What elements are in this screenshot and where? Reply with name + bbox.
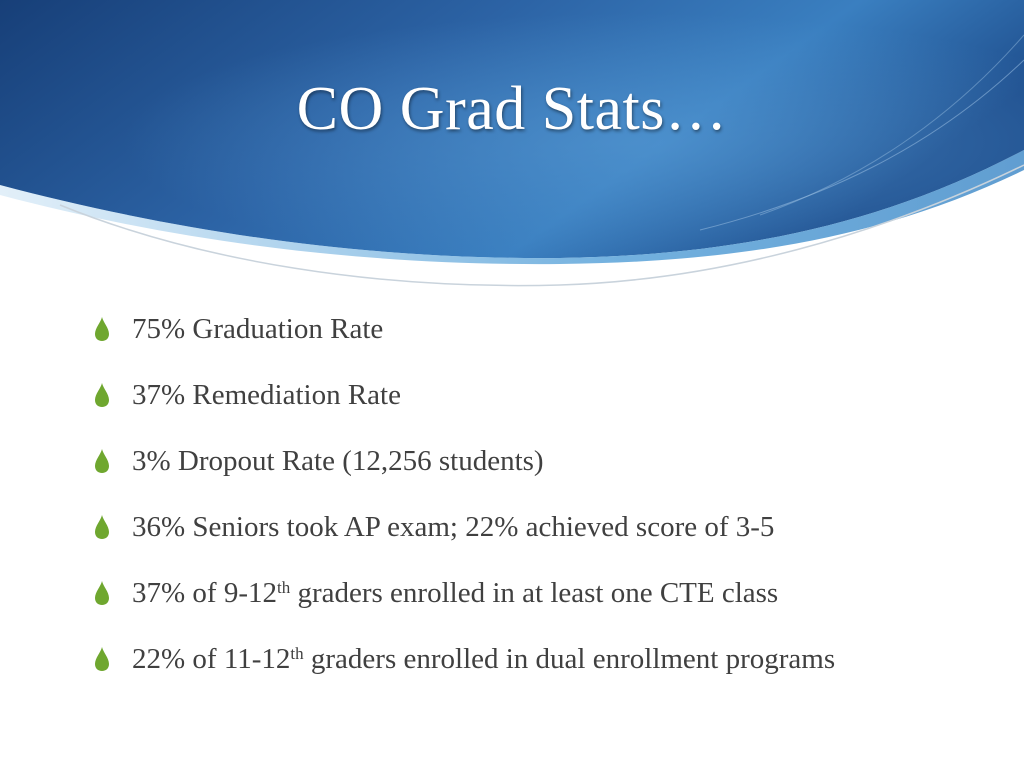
bullet-text-after: graders enrolled in dual enrollment programs (303, 642, 836, 675)
bullet-item-graduation (94, 296, 994, 362)
bullet-item-dropout (94, 428, 994, 494)
bullet-item-ap-exam (94, 494, 994, 560)
slide-title: CO Grad Stats… (296, 75, 728, 143)
ordinal-suffix: th (276, 577, 291, 597)
ordinal-suffix: th (290, 643, 304, 663)
bullet-text-after: graders enrolled in at least one CTE class (290, 576, 779, 609)
green-drop-icon (94, 580, 110, 606)
bullet-text: 37% Remediation Rate (132, 378, 401, 411)
green-drop-icon (94, 646, 110, 672)
green-drop-icon (94, 316, 110, 342)
bullet-text: 3% Dropout Rate (12,256 students) (132, 444, 544, 477)
bullet-text (132, 577, 778, 610)
bullet-list (94, 296, 994, 692)
green-drop-icon (94, 514, 110, 540)
green-drop-icon (94, 448, 110, 474)
bullet-item-remediation (94, 362, 994, 428)
bullet-text (132, 643, 835, 676)
bullet-text-before: 37% of 9-12 (132, 576, 277, 609)
green-drop-icon (94, 382, 110, 408)
bullet-item-cte (94, 560, 994, 626)
bullet-text: 36% Seniors took AP exam; 22% achieved score of 3-5 (132, 510, 775, 543)
bullet-text: 75% Graduation Rate (132, 312, 384, 345)
bullet-item-dual-enrollment (94, 626, 994, 692)
bullet-text-before: 22% of 11-12 (132, 642, 291, 675)
